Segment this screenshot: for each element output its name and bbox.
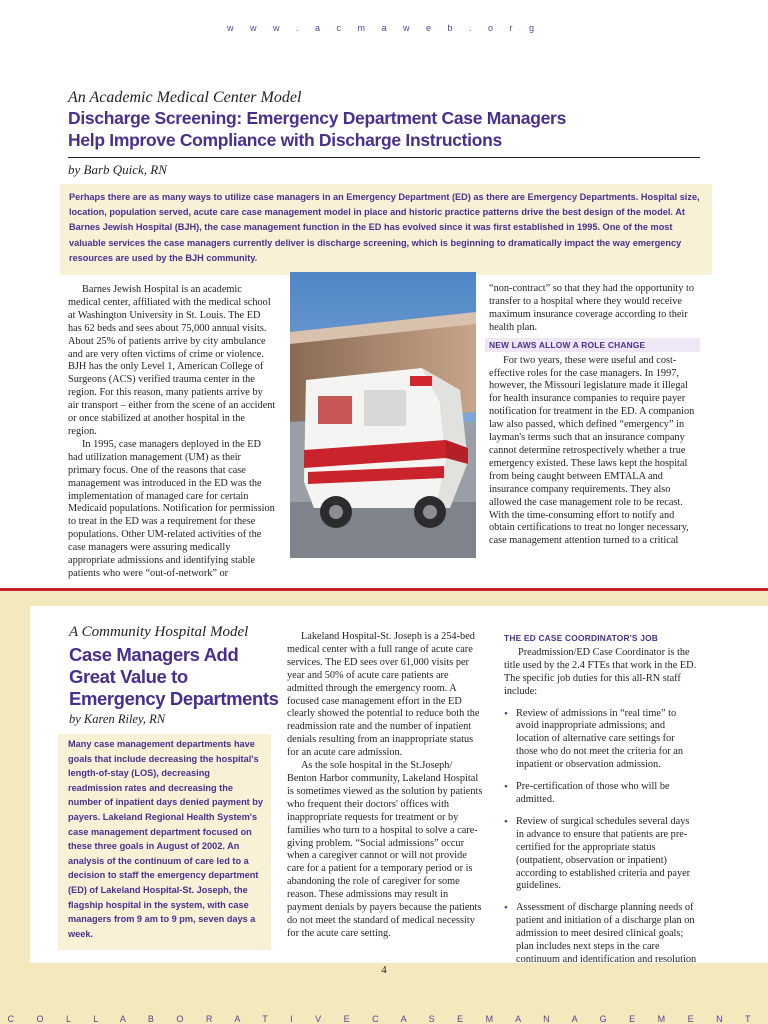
article1-column-2 — [489, 283, 700, 548]
page-number: 4 — [381, 964, 387, 976]
article2-lead: Many case management departments have goals that include decreasing the hospital's length-of-stay (LOS), decreasing readmission rates and decreasing the number of inpatient days denied payment by payers. Lakeland Regional Health System's case management department focused on these three goals in August of 2002. An analysis of the continuum of care led to a decision to staff the emergency department (ED) of Lakeland Hospital-St. Joseph, the flagship hospital in the system, with case managers from 9 am to 9 pm, seven days a week. — [58, 734, 271, 950]
article2-title-line: Emergency Departments — [69, 688, 279, 709]
article2-column-3 — [504, 632, 698, 976]
article1-header — [68, 88, 708, 151]
article2-section-heading: THE ED CASE COORDINATOR'S JOB — [504, 633, 659, 643]
article2-column-2 — [287, 631, 483, 941]
article2-job-intro: Preadmission/ED Case Coordinator is the title used by the 2.4 FTEs that work in the ED. The specific job duties for this all-RN staff include: — [504, 646, 697, 697]
list-item: • Pre-certification of those who will be admitted. — [504, 781, 698, 807]
site-url[interactable]: w w w . a c m a w e b . o r g — [226, 23, 542, 33]
article1-section-heading: NEW LAWS ALLOW A ROLE CHANGE — [485, 338, 700, 352]
article1-title — [68, 107, 668, 151]
article1-col2-paragraph: For two years, these were useful and cost-effective roles for the case managers. In 1997, however, the Missouri legislature made it illegal for health insurance companies to require payer notification for treatment in the ED. A companion law also passed, which defined “emergency” in layman's terms such that an insurance company cannot determine retrospectively whether a true emergency existed. These laws kept the hospital from being caught between EMTALA and insurance company requirements. They also allowed the case management role to be recast. With the time-consuming effort to notify and obtain certifications to treat no longer necessary, case management attention turned to a critical — [489, 354, 695, 547]
article2-kicker: A Community Hospital Model — [69, 624, 249, 640]
article1-col2-paragraph: “non-contract” so that they had the opportunity to transfer to a hospital where they would receive maximum insurance coverage according to their health plan. — [489, 283, 695, 333]
title-rule — [68, 157, 700, 158]
article2-col2-paragraph: Lakeland Hospital-St. Joseph is a 254-bed medical center with a full range of acute care services. The ED sees over 61,000 visits per year and 50% of acute care patients are admitted through the emergency room. A focused case management effort in the ED clearly showed the potential to reduce both the readmission rate and the number of inpatient denials resulting from an inappropriate status for an acute care admission. — [287, 631, 480, 759]
article1-col1-paragraph: Barnes Jewish Hospital is an academic medical center, affiliated with the medical school at Washington University in St. Louis. The ED has 62 beds and sees about 75,000 annual visits. About 25% of patients arrive by city ambulance and are very often victims of crime or violence. BJH has the only Level 1, American College of Surgeons (ACS) verified trauma center in the region. For this reason, many patients arrive by air transport – either from the scene of an accident or once stabilized at another hospital in the region. — [68, 284, 276, 437]
article1-byline: by Barb Quick, RN — [68, 162, 167, 177]
list-item: • Review of surgical schedules several days in advance to ensure that patients are pre-certified for the appropriate status (outpatient, observation or inpatient) according to established criteria and payer guidelines. — [504, 816, 698, 893]
article2-title-line: Case Managers Add — [69, 644, 239, 665]
article2-title — [69, 644, 279, 710]
job-duties-list — [504, 708, 698, 967]
article1-kicker: An Academic Medical Center Model — [68, 89, 302, 106]
article2-col2-paragraph: As the sole hospital in the St.Joseph/ Benton Harbor community, Lakeland Hospital is sometimes viewed as the solution by patients who frequent their doctors' offices with inappropriate requests for treatment or by families who turn to a hospital to solve a care-giving problem. “Social admissions” occur when a caregiver cannot or will not provide care for a patient for a temporary period or is abandoning the role of caregiver for some reason. These admissions may result in payment denials by payers because the patients do not meet the standard of medical necessity for the acute care setting. — [287, 760, 483, 939]
ambulance-illustration — [290, 272, 476, 558]
ambulance-photo — [290, 272, 476, 558]
article1-col1-paragraph: In 1995, case managers deployed in the ED had utilization management (UM) as their primary focus. One of the reasons that case management was introduced in the ED was the implementation of managed care for certain Medicaid populations. Notification for permission to treat in the ED was a requirement for these populations. Other UM-related activities of the case managers were assuring medically appropriate admissions and identifying stable patients who were “out-of-network” or — [68, 438, 275, 579]
list-item: • Review of admissions in “real time” to avoid inappropriate admissions; and location of alternative care settings for those who do not meet the criteria for an inpatient or observation admission. — [504, 708, 698, 773]
article1-lead: Perhaps there are as many ways to utilize case managers in an Emergency Department (ED) as there are Emergency Departments. Hospital size, location, population served, acute care case management model in place and historic practice patterns drive the best design of the model. At Barnes Jewish Hospital (BJH), the case management function in the ED has evolved since it was first established in 1995. One of the most valuable services the case managers currently deliver is discharge screening, which is beginning to dramatically impact the way emergency resources are used by the BJH community. — [60, 184, 712, 275]
article1-column-1 — [68, 284, 276, 581]
footer-title: C O L L A B O R A T I V E C A S E M A N A G E M E N T — [7, 1014, 761, 1024]
article1-title-line1: Discharge Screening: Emergency Department Case Managers — [68, 108, 566, 128]
article2-byline: by Karen Riley, RN — [69, 712, 166, 726]
list-item: • Assessment of discharge planning needs of patient and initiation of a discharge plan on admission to meet desired clinical goals; plan includes next steps in the care continuum and identification and resolution — [504, 902, 698, 967]
article1-title-line2: Help Improve Compliance with Discharge Instructions — [68, 130, 502, 150]
article2-title-line: Great Value to — [69, 666, 188, 687]
